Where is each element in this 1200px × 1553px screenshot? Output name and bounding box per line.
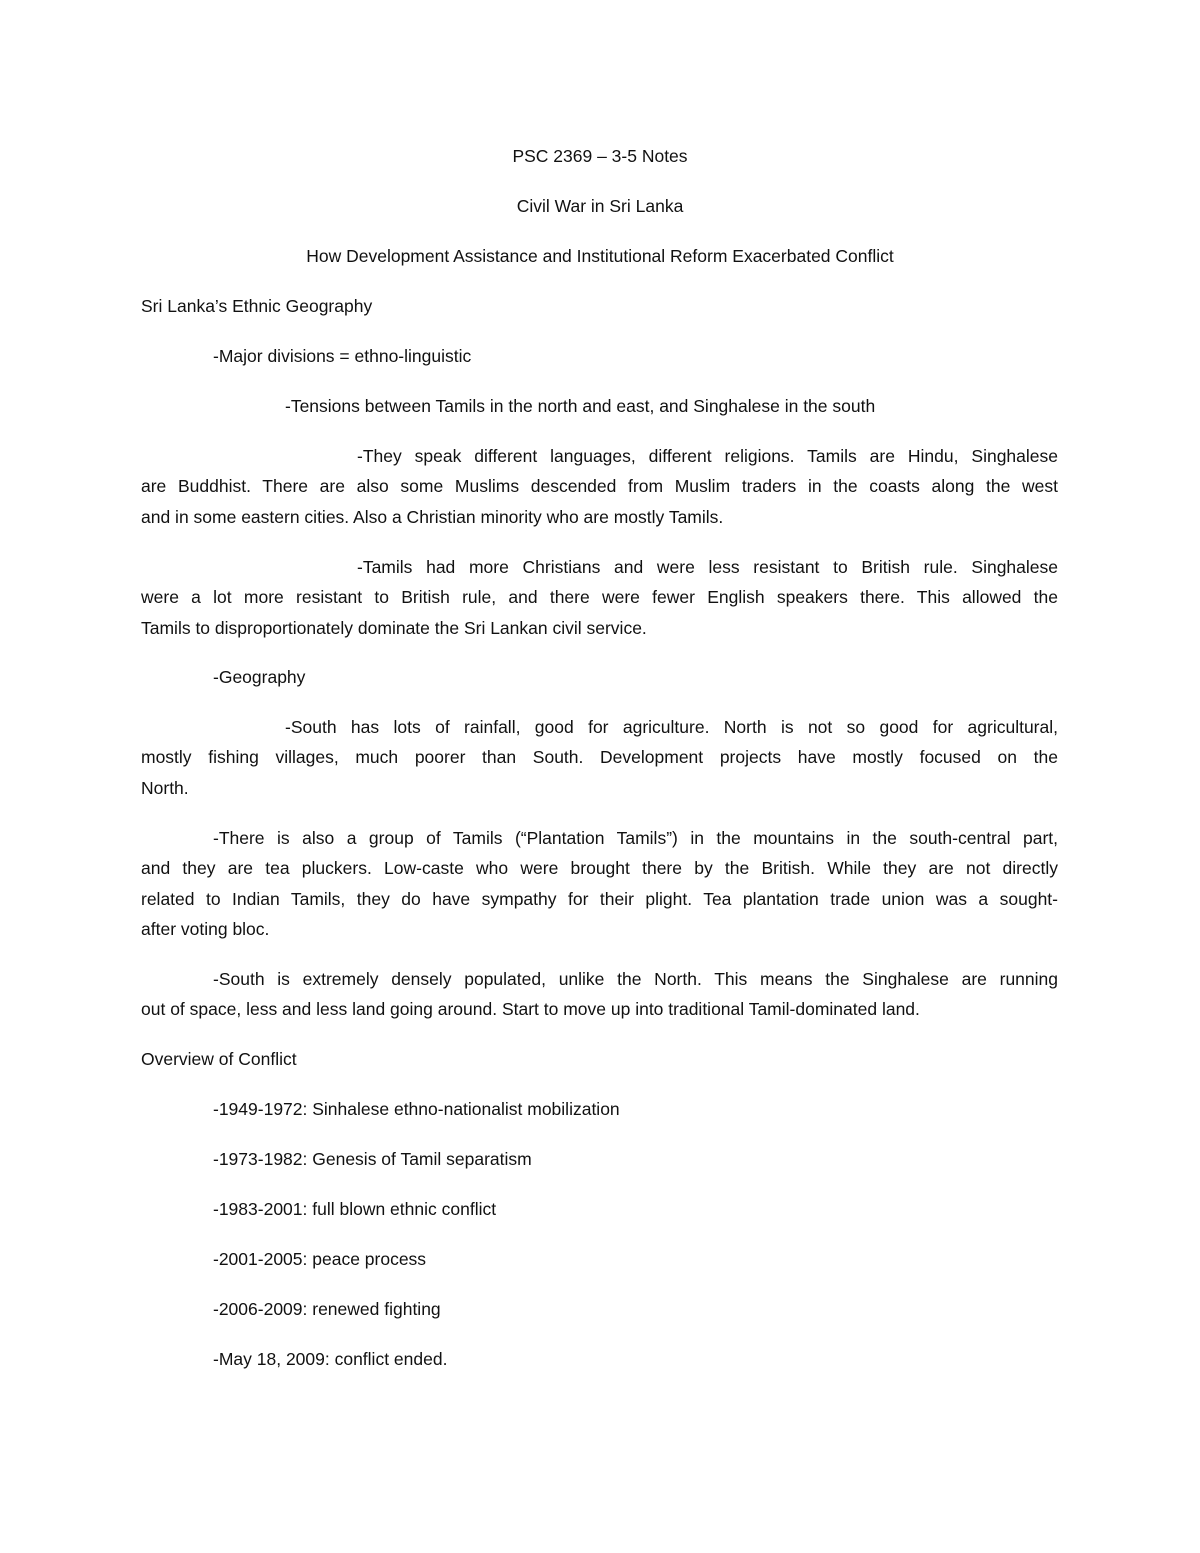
paragraph-population-line-2: out of space, less and less land going around. Start to move up into traditional Tamil-dominated land. bbox=[141, 999, 920, 1019]
document-heading: How Development Assistance and Institutional Reform Exacerbated Conflict bbox=[306, 246, 894, 266]
paragraph-languages-line-1: -They speak different languages, different religions. Tamils are Hindu, Singhalese bbox=[357, 446, 1058, 466]
paragraph-british-rule-line-2: were a lot more resistant to British rule, and there were fewer English speakers there. This allowed the bbox=[141, 587, 1058, 607]
timeline-item: -1949-1972: Sinhalese ethno-nationalist mobilization bbox=[213, 1099, 620, 1119]
paragraph-british-rule-line-3: Tamils to disproportionately dominate the Sri Lankan civil service. bbox=[141, 618, 647, 638]
document-title: PSC 2369 – 3-5 Notes bbox=[512, 146, 688, 166]
paragraph-rainfall-line-3: North. bbox=[141, 778, 189, 798]
paragraph-plantation-line-3: related to Indian Tamils, they do have sympathy for their plight. Tea plantation trade union was a sought- bbox=[141, 889, 1058, 909]
paragraph-rainfall-line-2: mostly fishing villages, much poorer than South. Development projects have mostly focused on the bbox=[141, 747, 1058, 767]
section-title-overview: Overview of Conflict bbox=[141, 1049, 297, 1069]
paragraph-population-line-1: -South is extremely densely populated, unlike the North. This means the Singhalese are running bbox=[213, 969, 1058, 989]
paragraph-languages-line-3: and in some eastern cities. Also a Christian minority who are mostly Tamils. bbox=[141, 507, 724, 527]
paragraph-languages-line-2: are Buddhist. There are also some Muslims descended from Muslim traders in the coasts along the west bbox=[141, 476, 1058, 496]
paragraph-plantation-line-4: after voting bloc. bbox=[141, 919, 270, 939]
timeline-item: -1983-2001: full blown ethnic conflict bbox=[213, 1199, 497, 1219]
paragraph-plantation-line-1: -There is also a group of Tamils (“Plantation Tamils”) in the mountains in the south-central part, bbox=[213, 828, 1058, 848]
bullet-major-divisions: -Major divisions = ethno-linguistic bbox=[213, 346, 472, 366]
section-title-ethnic-geography: Sri Lanka’s Ethnic Geography bbox=[141, 296, 373, 316]
timeline-item: -May 18, 2009: conflict ended. bbox=[213, 1349, 448, 1369]
paragraph-rainfall-line-1: -South has lots of rainfall, good for agriculture. North is not so good for agricultural, bbox=[285, 717, 1058, 737]
bullet-tensions: -Tensions between Tamils in the north and east, and Singhalese in the south bbox=[285, 396, 876, 416]
bullet-geography: -Geography bbox=[213, 667, 306, 687]
document-subtitle: Civil War in Sri Lanka bbox=[516, 196, 684, 216]
timeline-item: -2001-2005: peace process bbox=[213, 1249, 427, 1269]
timeline-item: -2006-2009: renewed fighting bbox=[213, 1299, 441, 1319]
timeline-item: -1973-1982: Genesis of Tamil separatism bbox=[213, 1149, 532, 1169]
paragraph-british-rule-line-1: -Tamils had more Christians and were less resistant to British rule. Singhalese bbox=[357, 557, 1058, 577]
paragraph-plantation-line-2: and they are tea pluckers. Low-caste who were brought there by the British. While they are not directly bbox=[141, 858, 1058, 878]
